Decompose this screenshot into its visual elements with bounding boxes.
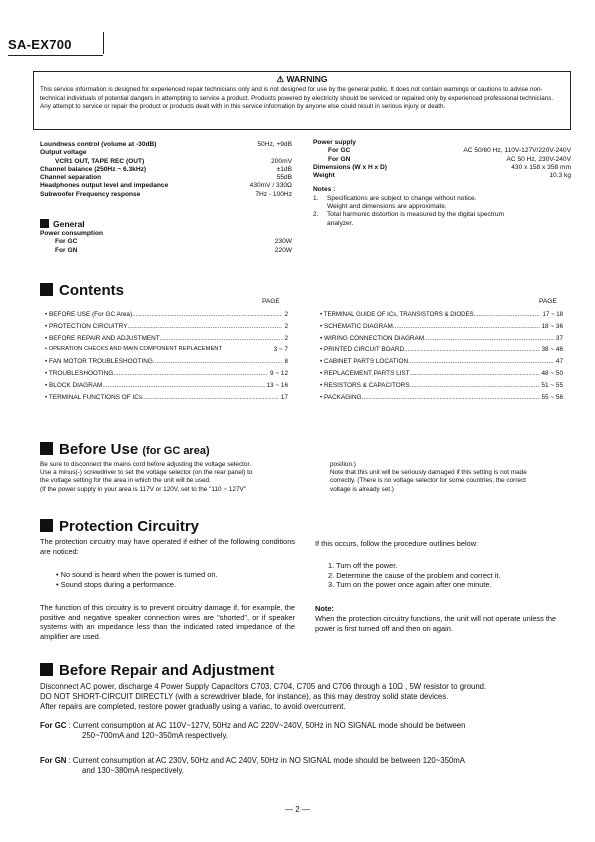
protection-note-text: When the protection circuitry functions, the unit will not operate unless the power is first turned off and then on again. [315,614,557,633]
spec-value: 220W [274,246,292,254]
before-use-right [330,461,580,494]
toc-page: 51 ~ 55 [541,381,563,389]
toc-item[interactable] [45,356,288,368]
warning-text: This service information is designed for experienced repair technicians only and is not designed for use by the general public. It does not contain warnings or cautions to advise non-technical individuals of potential dangers in attempting to service a product. Products powered by electricity should be serviced or repaired only by experienced professional technicians. Any attempt to service or repair the product or products dealt with in this service information by anyone else could result in serious injury or death. [40,86,554,111]
toc-label: • TROUBLESHOOTING [45,369,114,377]
toc-label: • BLOCK DIAGRAM [45,381,103,389]
before-use-left [40,461,320,494]
spec-value: 50Hz, +9dB [257,141,292,148]
repair-gn-text-2: and 130~380mA respectively. [82,766,184,776]
warning-title-text: WARNING [286,74,328,84]
note-text: Specifications are subject to change without notice. [327,194,477,202]
specs-right [313,139,571,228]
toc-label: • PRINTED CIRCUIT BOARD [320,346,405,354]
before-use-line: voltage is already set.) [330,485,394,493]
toc-page: 13 ~ 16 [266,381,288,389]
page-number: — 2 — [285,805,310,814]
before-use-line: the voltage setting for the area in which the unit will be used. [40,477,211,485]
toc-page: 17 [280,393,288,401]
toc-item[interactable] [320,380,563,392]
spec-value: 230W [274,238,292,246]
repair-gn-label: For GN [40,756,67,765]
toc-item[interactable] [45,392,288,404]
spec-value: 430 x 158 x 358 mm [511,163,571,171]
toc-label: • REPLACEMENT PARTS LIST [320,369,410,377]
spec-label: For GC [328,147,351,155]
spec-label: Subwoofer Frequency response [40,190,141,198]
spec-value: AC 50/60 Hz, 110V-127V/220V-240V [463,147,571,155]
toc-item[interactable] [45,368,288,380]
protection-step: 2. Determine the cause of the problem and correct it. [328,570,501,580]
repair-gn [40,756,588,776]
general-heading: General [53,219,85,229]
toc-page: 9 ~ 12 [270,369,288,377]
protection-bullets [56,570,296,589]
toc-item[interactable] [320,392,563,404]
note-number: 1. [313,194,319,202]
toc-item[interactable] [320,321,563,333]
spec-label: For GN [328,155,351,163]
spec-value: 10.3 kg [549,172,571,180]
toc-item[interactable] [320,344,563,356]
spec-label: Channel balance (250Hz ~ 6.3kHz) [40,165,147,173]
section-bullet-icon [40,442,53,455]
header-underline [8,55,103,56]
before-use-heading-suffix: (for GC area) [142,445,210,457]
spec-value: 7Hz - 100Hz [255,190,292,198]
toc-page: 55 ~ 56 [541,393,563,401]
toc-page-label-left: PAGE [262,298,280,305]
protection-heading [40,518,199,535]
section-bullet-icon [40,219,49,228]
spec-label: VCR1 OUT, TAPE REC (OUT) [55,157,145,165]
toc-page: 8 [284,358,288,366]
toc-label: • BEFORE USE (For GC Area) [45,311,133,318]
repair-line: Disconnect AC power, discharge 4 Power Supply Capacitors C703, C704, C705 and C706 through a 10Ω , 5W resistor to ground. [40,682,487,691]
spec-value: ±1dB [276,165,292,173]
protection-heading-text: Protection Circuitry [59,518,200,535]
spec-label: For GC [55,238,78,246]
spec-label: Output voltage [40,149,87,157]
warning-title [34,74,570,85]
spec-value: 55dB [276,174,292,182]
spec-value: 430mV / 330Ω [249,182,292,190]
repair-gn-text: : Current consumption at AC 230V, 50Hz and AC 240V, 50Hz in NO SIGNAL mode should be between 120~350mA [68,756,465,765]
toc-item[interactable] [320,309,563,321]
spec-label: Headphones output level and impedance [40,182,169,190]
toc-page: 3 ~ 7 [273,346,288,354]
before-use-line: correctly. (There is no voltage selector for some countries; the correct [330,477,526,485]
toc-item[interactable] [45,321,288,333]
toc-right [320,309,563,403]
toc-item[interactable] [45,344,288,356]
protection-note-label: Note: [315,604,334,613]
warning-triangle-icon: ⚠ [276,74,285,84]
toc-label: • OPERATION CHECKS AND MAIN COMPONENT REPLACEMENT [45,346,223,353]
toc-label: • WIRING CONNECTION DIAGRAM [320,334,425,342]
protection-function-text: The function of this circuitry is to prevent circuitry damage if, for example, the positive and negative speaker connection wires are "shorted", or if speaker systems with an impedance less than the indicated rated impedance of the amplifier are used. [40,603,295,641]
toc-page: 37 [555,334,563,342]
note-text-2: analyzer. [327,219,354,227]
spec-label: Loundness control (volume at -30dB) [40,141,157,148]
toc-item[interactable] [45,333,288,345]
toc-label: • TERMINAL GUIDE OF ICs, TRANSISTORS & DIODES [320,311,474,318]
repair-heading [40,662,274,679]
protection-right-intro: If this occurs, follow the procedure outlines below: [315,539,479,548]
spec-label: Weight [313,172,335,180]
repair-gc [40,721,588,741]
note-item [313,211,571,228]
toc-page: 2 [284,322,288,330]
before-use-line: Use a minus(-) screwdriver to set the voltage selector (on the rear panel) to [40,469,253,477]
toc-page-label-right: PAGE [539,298,557,305]
spec-label: Channel separation [40,174,102,182]
header-divider [103,32,104,54]
note-text-2: Weight and dimensions are approximate. [327,203,447,211]
repair-gc-label: For GC [40,721,67,730]
toc-page: 47 [555,358,563,366]
before-use-line: Be sure to disconnect the mains cord before adjusting the voltage selector. [40,461,252,468]
power-consumption-label: Power consumption [40,230,104,237]
spec-value: AC 50 Hz, 230V-240V [506,155,571,163]
protection-step: 1. Turn off the power. [328,561,398,570]
section-bullet-icon [40,663,53,676]
before-use-heading [40,441,210,458]
toc-page: 38 ~ 46 [541,346,563,354]
toc-item[interactable] [45,380,288,392]
specs-left [40,141,292,199]
power-supply-label: Power supply [313,139,356,146]
spec-label: Dimensions (W x H x D) [313,163,388,171]
toc-page: 17 ~ 18 [542,311,563,318]
toc-item[interactable] [320,333,563,345]
repair-heading-text: Before Repair and Adjustment [59,662,275,679]
spec-label: For GN [55,246,78,254]
before-use-line: position.) [330,461,356,468]
protection-step: 3. Turn on the power once again after one minute. [328,580,492,590]
toc-item[interactable] [320,356,563,368]
toc-left [45,309,288,403]
repair-gc-text-2: 250~700mA and 120~350mA respectively. [82,731,228,741]
warning-box [33,71,571,130]
note-number: 2. [313,211,319,219]
protection-bullet: • No sound is heard when the power is turned on. [56,570,218,579]
note-text: Total harmonic distortion is measured by the digital spectrum [327,211,505,219]
toc-label: • FAN MOTOR TROUBLESHOOTING [45,358,153,366]
toc-item[interactable] [45,309,288,321]
toc-label: • RESISTORS & CAPACITORS [320,381,410,389]
protection-intro: The protection circuitry may have operated if either of the following conditions are noticed: [40,537,295,556]
toc-page: 48 ~ 50 [541,369,563,377]
protection-bullet: • Sound stops during a performance. [56,579,177,589]
contents-heading [40,282,124,299]
toc-item[interactable] [320,368,563,380]
repair-gc-text: : Current consumption at AC 110V~127V, 50Hz and AC 220V~240V, 50Hz in NO SIGNAL mode should be between [68,721,466,730]
repair-lines [40,682,585,713]
toc-label: • SCHEMATIC DIAGRAM [320,322,393,330]
general-section [40,219,292,255]
model-title: SA-EX700 [8,37,72,52]
protection-steps [328,561,573,590]
section-bullet-icon [40,283,53,296]
section-bullet-icon [40,519,53,532]
toc-label: • CABINET PARTS LOCATION [320,358,409,366]
repair-line: After repairs are completed, restore power gradually using a variac, to avoid overcurrent. [40,702,346,712]
toc-label: • BEFORE REPAIR AND ADJUSTMENT [45,334,160,342]
before-use-line: Note that this unit will be seriously damaged if this setting is not made [330,469,527,477]
before-use-line: (If the power supply in your area is 117V or 120V, set to the "110 ~ 127V" [40,485,247,493]
contents-heading-text: Contents [59,282,124,299]
toc-label: • PACKAGING [320,393,362,401]
toc-label: • TERMINAL FUNCTIONS OF ICs [45,393,143,401]
repair-line: DO NOT SHORT-CIRCUIT DIRECTLY (with a screwdriver blade, for instance), as this may destroy solid state devices. [40,692,449,702]
toc-page: 2 [284,311,288,318]
note-item [313,195,571,212]
toc-page: 2 [284,334,288,342]
before-use-heading-text: Before Use [59,441,139,458]
toc-label: • PROTECTION CIRCUITRY [45,322,128,330]
toc-page: 18 ~ 36 [541,322,563,330]
spec-value: 200mV [271,157,292,165]
notes-label: Notes : [313,186,336,194]
